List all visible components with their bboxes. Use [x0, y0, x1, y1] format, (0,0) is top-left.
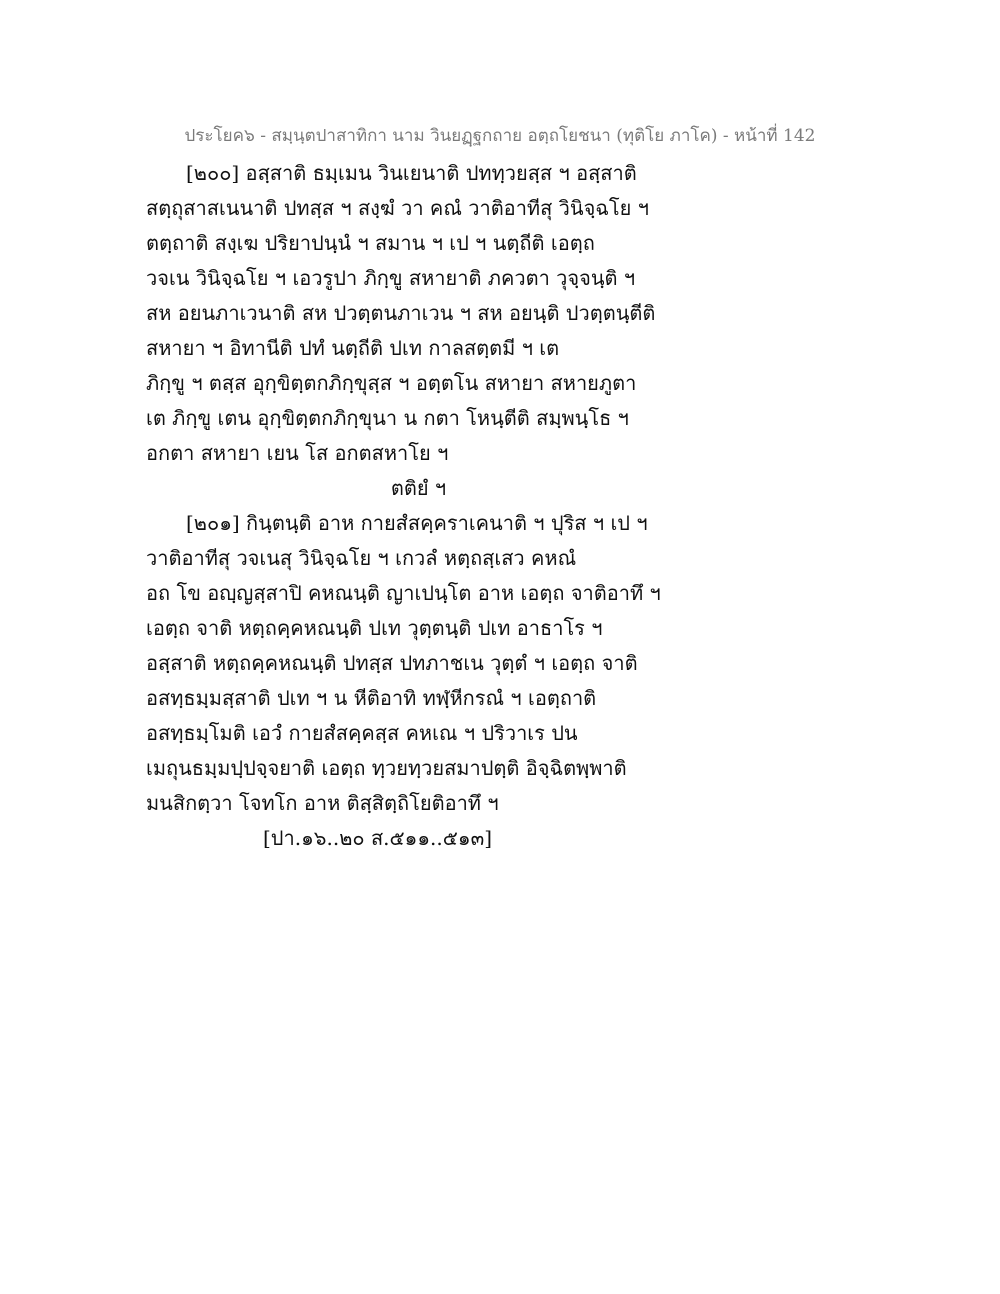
paragraph-201-line-5: อสฺสาติ หตฺถคฺคหณนฺติ ปทสฺส ปทภาชเน วุตฺตํ ฯ เอตฺถ จาติ	[146, 651, 638, 675]
paragraph-200-line-4: วจเน วินิจฺฉโย ฯ เอวรูปา ภิกฺขู สหายาติ ภควตา วุจฺจนฺติ ฯ	[146, 266, 636, 290]
page-reference: [ปา.๑๖..๒๐ ส.๕๑๑..๕๑๓]	[263, 826, 493, 850]
paragraph-201-line-3: อถ โข อญฺญสฺสาปิ คหณนฺติ ญาเปนฺโต อาห เอตฺถ จาติอาทึ ฯ	[146, 581, 661, 605]
paragraph-201-line-1: [๒๐๑] กินฺตนฺติ อาห กายสํสคฺคราเคนาติ ฯ ปุริส ฯ เป ฯ	[186, 511, 648, 535]
page-header: ประโยค๖ - สมฺนฺตปาสาทิกา นาม วินยฏฺฐกถาย อตฺถโยชนา (ทุติโย ภาโค) - หน้าที่ 142	[184, 126, 816, 146]
paragraph-201-line-9: มนสิกตฺวา โจทโก อาห ติสฺสิตฺถิโยติอาทึ ฯ	[146, 791, 499, 815]
paragraph-200-line-1: [๒๐๐] อสฺสาติ ธมฺเมน วินเยนาติ ปททฺวยสฺส ฯ อสฺสาติ	[186, 161, 637, 185]
paragraph-200-line-9: อกตา สหายา เยน โส อกตสหาโย ฯ	[146, 441, 449, 465]
paragraph-200-line-3: ตตฺถาติ สงฺเฆ ปริยาปนฺนํ ฯ สมาน ฯ เป ฯ นตฺถีติ เอตฺถ	[146, 231, 595, 255]
paragraph-201-line-8: เมถุนธมฺมปฺปจฺจยาติ เอตฺถ ทฺวยทฺวยสมาปตฺติ อิจฺฉิตพฺพาติ	[146, 756, 627, 780]
paragraph-201-line-6: อสทฺธมฺมสฺสาติ ปเท ฯ น หีติอาทิ ทฬฺหีกรณํ ฯ เอตฺถาติ	[146, 686, 597, 710]
paragraph-201-line-7: อสทฺธมฺโมติ เอวํ กายสํสคฺคสฺส คหเณ ฯ ปริวาเร ปน	[146, 721, 578, 745]
section-end-marker: ตติยํ ฯ	[390, 476, 447, 500]
paragraph-200-line-8: เต ภิกฺขู เตน อุกฺขิตฺตกภิกฺขุนา น กตา โหนฺตีติ สมฺพนฺโธ ฯ	[146, 406, 629, 430]
paragraph-201-line-2: วาติอาทีสุ วจเนสุ วินิจฺฉโย ฯ เกวลํ หตฺถสฺเสว คหณํ	[146, 546, 577, 570]
paragraph-201-line-4: เอตฺถ จาติ หตฺถคฺคหณนฺติ ปเท วุตฺตนฺติ ปเท อาธาโร ฯ	[146, 616, 603, 640]
paragraph-200-line-2: สตฺถุสาสเนนาติ ปทสฺส ฯ สงฺฆํ วา คณํ วาติอาทีสุ วินิจฺฉโย ฯ	[146, 196, 649, 220]
document-body	[146, 156, 866, 856]
paragraph-200-line-7: ภิกฺขู ฯ ตสฺส อุกฺขิตฺตกภิกฺขุสฺส ฯ อตฺตโน สหายา สหายภูตา	[146, 371, 637, 395]
paragraph-200-line-5: สห อยนภาเวนาติ สห ปวตฺตนภาเวน ฯ สห อยนฺติ ปวตฺตนฺตีติ	[146, 301, 656, 325]
paragraph-200-line-6: สหายา ฯ อิทานีติ ปทํ นตฺถีติ ปเท กาลสตฺตมี ฯ เต	[146, 336, 560, 360]
